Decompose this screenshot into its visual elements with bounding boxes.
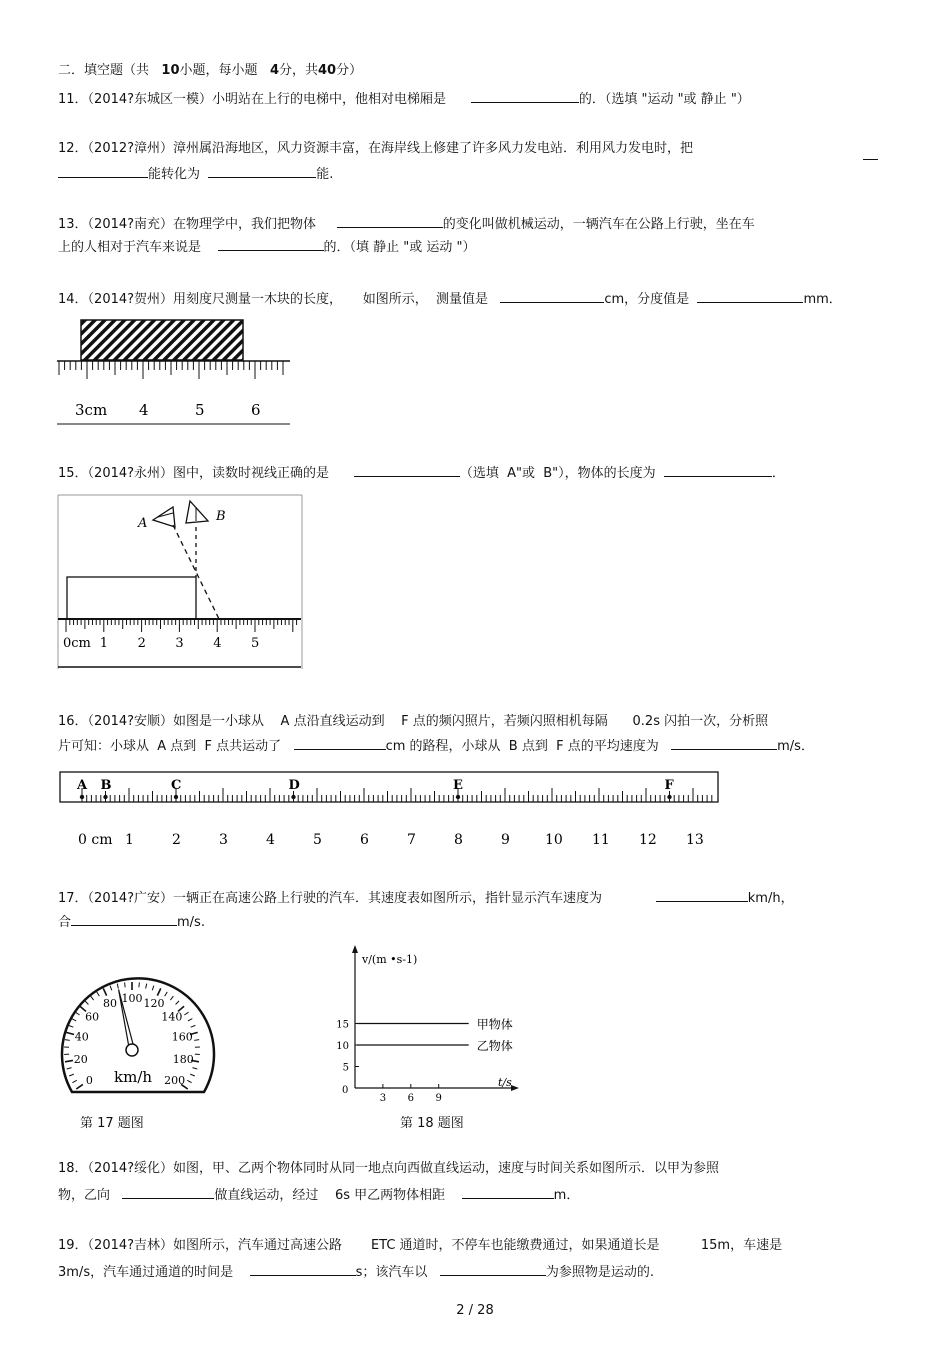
- ball-point-label: E: [453, 778, 463, 793]
- section-header: [58, 62, 362, 80]
- wood-block: [81, 320, 243, 360]
- speedometer-tick: [125, 982, 126, 987]
- q18-answer-blank-1[interactable]: [122, 1185, 214, 1199]
- q14-text-end: mm．: [803, 292, 842, 307]
- question-count: 10: [161, 63, 180, 78]
- speedometer-label: 20: [73, 1053, 88, 1067]
- q17-text-end: m/s.: [177, 915, 205, 930]
- ruler-body: [60, 772, 718, 802]
- ruler-label: 8: [454, 832, 463, 848]
- question-19: [58, 1237, 782, 1255]
- q15-text: 15．（2014?永州）图中，读数时视线正确的是: [58, 466, 330, 481]
- question-17-line2: [58, 912, 205, 932]
- ball-point-label: F: [664, 778, 674, 793]
- ball-dot: [103, 795, 107, 799]
- q11-text: 11．（2014?东城区一模）小明站在上行的电梯中，他相对电梯厢是: [58, 92, 447, 107]
- section-prefix: 二．填空题（共: [58, 63, 150, 78]
- speedometer-label: 60: [85, 1010, 100, 1024]
- q14-answer-blank-1[interactable]: [500, 289, 604, 303]
- q16-text-mid: cm 的路程，小球从 B 点到 F 点的平均速度为: [385, 739, 659, 754]
- y-tick-label: 15: [336, 1019, 349, 1031]
- ruler-label: 2: [137, 636, 146, 651]
- eye-a-icon: [153, 507, 175, 527]
- q19-text-end: 为参照物是运动的.: [545, 1265, 654, 1280]
- eye-b-label: B: [216, 509, 226, 524]
- fig17-caption: 第 17 题图: [80, 1116, 144, 1131]
- question-11: [58, 89, 750, 109]
- ruler-label: 10: [545, 832, 563, 848]
- origin-label: 0: [342, 1085, 349, 1096]
- q19-answer-blank-1[interactable]: [250, 1262, 356, 1276]
- q17-text-unit: km/h，: [747, 891, 794, 906]
- q12-blank-start[interactable]: [863, 146, 878, 160]
- q19-text-mid: s；该汽车以: [355, 1265, 428, 1280]
- points-total: 40: [318, 63, 337, 78]
- speedometer-label: 180: [172, 1053, 194, 1067]
- fig14-ruler-figure: [55, 318, 295, 428]
- x-tick-label: 6: [407, 1093, 414, 1104]
- q14-text-mid: cm，分度值是: [604, 292, 690, 307]
- question-14: [58, 289, 842, 309]
- ruler-label: 4: [266, 832, 275, 848]
- speedometer-label: 200: [164, 1073, 186, 1087]
- q15-answer-blank-1[interactable]: [354, 463, 460, 477]
- points-each: 4: [269, 63, 279, 78]
- q11-text-end: 的．（选填 "运动 "或 静止 "）: [578, 92, 750, 107]
- ball-dot: [456, 795, 460, 799]
- ball-dot: [667, 795, 671, 799]
- ball-dot: [291, 795, 295, 799]
- question-17: [58, 888, 794, 908]
- ruler-ticks: [66, 619, 297, 632]
- section-mid1: 小题，每小题: [179, 63, 258, 78]
- ruler-label: 6: [251, 401, 261, 419]
- speedometer-label: 160: [171, 1030, 193, 1044]
- q13-answer-blank-2[interactable]: [218, 237, 324, 251]
- q15-text-mid: （选填 A"或 B"），物体的长度为: [459, 466, 656, 481]
- q16-answer-blank-1[interactable]: [294, 736, 386, 750]
- question-16-line2: [58, 736, 814, 756]
- q17-text-2: 合: [58, 915, 72, 930]
- y-tick-label: 10: [336, 1041, 349, 1052]
- q19-text-2: 3m/s，汽车通过通道的时间是: [58, 1265, 234, 1280]
- ruler-label: 1: [99, 636, 109, 651]
- fig16-strobe-ruler-figure: [58, 770, 723, 850]
- speedometer-tick: [139, 982, 140, 987]
- q12-answer-blank-2[interactable]: [208, 164, 316, 178]
- question-19-line2: [58, 1262, 654, 1282]
- q13-text-2: 上的人相对于汽车来说是: [58, 240, 202, 255]
- q18-text-mid: 做直线运动，经过 6s 甲乙两物体相距: [214, 1188, 446, 1203]
- q17-answer-blank-2[interactable]: [71, 912, 177, 926]
- question-13-line2: [58, 237, 476, 257]
- q18-text-end: m．: [553, 1188, 580, 1203]
- q15-answer-blank-2[interactable]: [664, 463, 772, 477]
- q12-text: 12．（2012?漳州）漳州属沿海地区，风力资源丰富，在海岸线上修建了许多风力发电站．利用风力发电时，把: [58, 141, 694, 156]
- ruler-label: 0cm: [63, 636, 91, 651]
- ball-point-label: B: [100, 778, 112, 793]
- question-13: [58, 214, 755, 234]
- ruler-label: 13: [686, 832, 704, 848]
- q13-text: 13．（2014?南充）在物理学中，我们把物体: [58, 217, 317, 232]
- q15-text-end: ．: [771, 466, 785, 481]
- q17-answer-blank-1[interactable]: [656, 888, 748, 902]
- speedometer-label: 100: [121, 992, 143, 1005]
- question-15: [58, 463, 785, 483]
- q18-text: 18．（2014?绥化）如图，甲、乙两个物体同时从同一地点向西做直线运动，速度与时间关系如图所示．以甲为参照: [58, 1161, 720, 1176]
- q13-answer-blank-1[interactable]: [337, 214, 443, 228]
- series-lines: [357, 1017, 513, 1054]
- ruler-label: 5: [313, 832, 322, 848]
- q14-answer-blank-2[interactable]: [697, 289, 803, 303]
- q19-answer-blank-2[interactable]: [440, 1262, 546, 1276]
- speedometer-label: 120: [143, 996, 165, 1010]
- q13-text-end: 的．（填 静止 "或 运动 "）: [323, 240, 476, 255]
- q18-text-2: 物，乙向: [58, 1188, 111, 1203]
- fig15-sightline-figure: [58, 495, 303, 670]
- ball-point-label: D: [288, 778, 300, 793]
- q11-answer-blank[interactable]: [471, 89, 579, 103]
- section-mid2: 分，共: [278, 63, 318, 78]
- ball-point-label: C: [171, 778, 182, 793]
- ruler-labels: [75, 401, 261, 419]
- ruler-label: 9: [501, 832, 510, 848]
- ruler-labels: [78, 832, 704, 848]
- question-12-line2: [58, 164, 333, 184]
- q16-text-2: 片可知：小球从 A 点到 F 点共运动了: [58, 739, 282, 754]
- x-tick-labels: [380, 1084, 442, 1104]
- q17-text: 17．（2014?广安）一辆正在高速公路上行驶的汽车．其速度表如图所示，指针显示汽车速度为: [58, 891, 603, 906]
- ruler-label: 12: [639, 832, 657, 848]
- section-suffix: 分）: [336, 63, 363, 78]
- ruler-label: 5: [251, 636, 260, 651]
- fig18-vt-graph: [320, 945, 520, 1104]
- ruler-ticks: [59, 361, 283, 379]
- ruler-label: 7: [407, 832, 416, 848]
- measured-object: [67, 577, 196, 619]
- q12-text-mid: 能转化为: [148, 167, 201, 182]
- y-axis-label: v/(m •s-1): [362, 953, 418, 966]
- ruler-labels: [63, 636, 259, 651]
- ruler-label: 4: [213, 636, 222, 651]
- question-18-line2: [58, 1185, 579, 1205]
- q18-answer-blank-2[interactable]: [462, 1185, 554, 1199]
- series-label: 甲物体: [476, 1017, 513, 1032]
- needle-pivot: [126, 1044, 138, 1056]
- ball-dot: [80, 795, 84, 799]
- question-18: [58, 1160, 719, 1178]
- q12-text-end: 能.: [316, 167, 334, 182]
- fig17-speedometer: [58, 972, 218, 1097]
- q16-text: 16．（2014?安顺）如图是一小球从 A 点沿直线运动到 F 点的频闪照片，若频闪照相机每隔 0.2s 闪拍一次，分析照: [58, 714, 769, 729]
- eye-b-icon: [186, 501, 208, 523]
- ruler-label: 1: [125, 832, 134, 848]
- q19-text: 19．（2014?吉林）如图所示，汽车通过高速公路 ETC 通道时，不停车也能缴费通过，如果通道长是 15m，车速是: [58, 1238, 783, 1253]
- eye-a-label: A: [138, 516, 148, 531]
- ball-dot: [174, 795, 178, 799]
- ruler-label: 3: [175, 636, 184, 651]
- question-12: [58, 140, 693, 158]
- speedometer-label: 0: [85, 1073, 93, 1087]
- q16-answer-blank-2[interactable]: [671, 736, 777, 750]
- ruler-label: 2: [172, 832, 181, 848]
- ball-point-label: A: [77, 778, 88, 793]
- ruler-label: 3cm: [75, 401, 108, 419]
- speedometer-label: 80: [103, 996, 118, 1010]
- speedometer-label: 40: [74, 1030, 89, 1044]
- x-tick-label: 9: [435, 1093, 442, 1104]
- ruler-label: 4: [139, 401, 149, 419]
- ruler-label: 3: [219, 832, 228, 848]
- x-axis-label: t/s: [498, 1076, 512, 1089]
- y-tick-label: 5: [342, 1062, 349, 1074]
- ruler-label: 11: [592, 832, 610, 848]
- q16-text-end: m/s．: [777, 739, 814, 754]
- q12-answer-blank-1[interactable]: [58, 164, 148, 178]
- ruler-label: 5: [195, 401, 205, 419]
- page-number: 2 / 28: [456, 1303, 494, 1318]
- question-16: [58, 713, 768, 731]
- q13-text-mid: 的变化叫做机械运动，一辆汽车在公路上行驶，坐在车: [442, 217, 755, 232]
- speedometer-label: 140: [161, 1010, 183, 1024]
- x-tick-label: 3: [379, 1093, 387, 1104]
- speedometer-unit: km/h: [114, 1068, 153, 1086]
- ruler-label: 0 cm: [78, 832, 113, 848]
- ruler-label: 6: [360, 832, 369, 848]
- series-label: 乙物体: [476, 1039, 513, 1053]
- q14-text: 14．（2014?贺州）用刻度尺测量一木块的长度， 如图所示， 测量值是: [58, 292, 488, 307]
- fig18-caption: 第 18 题图: [400, 1116, 464, 1131]
